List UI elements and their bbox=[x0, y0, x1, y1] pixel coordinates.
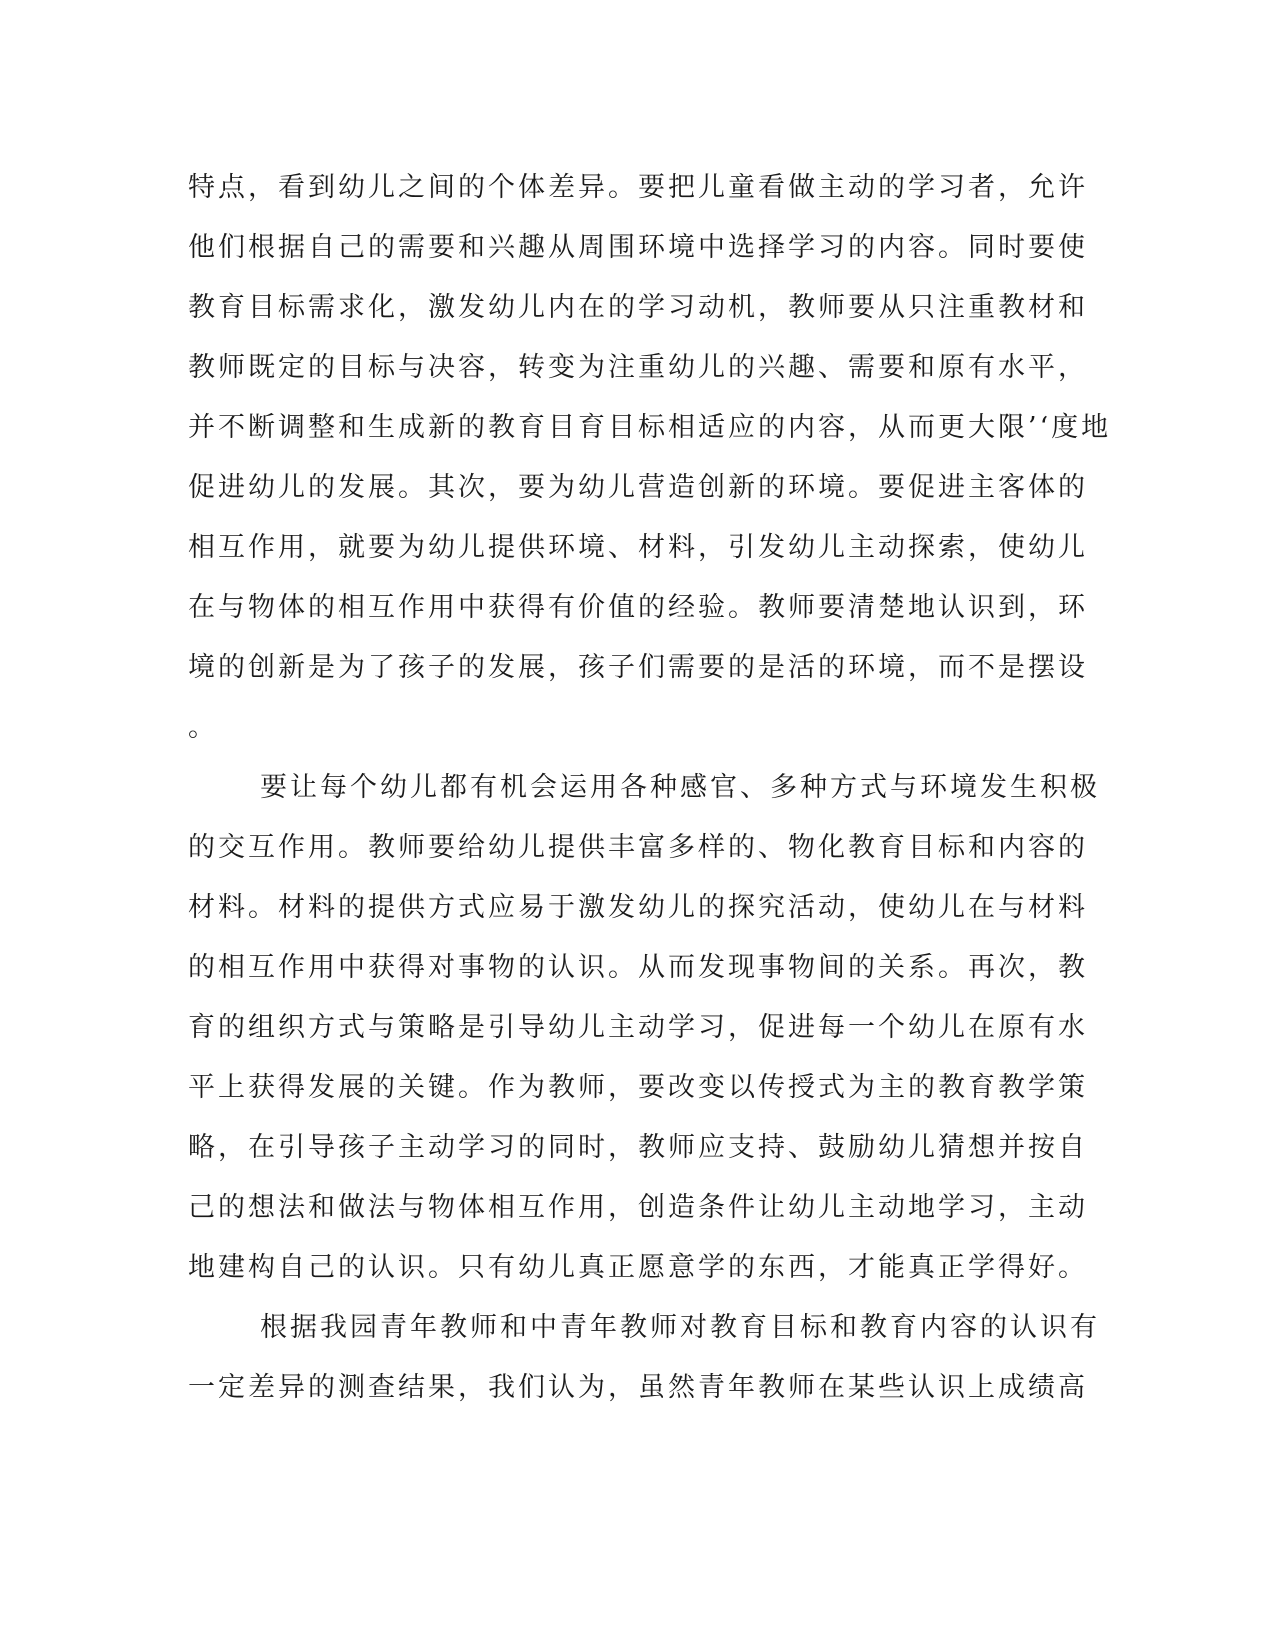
text-line: 教师既定的目标与决容，转变为注重幼儿的兴趣、需要和原有水平， bbox=[188, 352, 1088, 383]
text-line: 的交互作用。教师要给幼儿提供丰富多样的、物化教育目标和内容的 bbox=[188, 832, 1088, 863]
text-line: 境的创新是为了孩子的发展，孩子们需要的是活的环境，而不是摆设 bbox=[188, 652, 1088, 683]
text-line: 。 bbox=[188, 712, 218, 743]
text-line: 地建构自己的认识。只有幼儿真正愿意学的东西，才能真正学得好。 bbox=[188, 1252, 1088, 1283]
text-line: 教育目标需求化，激发幼儿内在的学习动机，教师要从只注重教材和 bbox=[188, 292, 1088, 323]
text-line: 平上获得发展的关键。作为教师，要改变以传授式为主的教育教学策 bbox=[188, 1072, 1088, 1103]
text-line: 的相互作用中获得对事物的认识。从而发现事物间的关系。再次，教 bbox=[188, 952, 1088, 983]
text-line: 一定差异的测查结果，我们认为，虽然青年教师在某些认识上成绩高 bbox=[188, 1372, 1088, 1403]
text-line: 要让每个幼儿都有机会运用各种感官、多种方式与环境发生积极 bbox=[260, 772, 1100, 803]
text-line: 材料。材料的提供方式应易于激发幼儿的探究活动，使幼儿在与材料 bbox=[188, 892, 1088, 923]
text-line: 特点，看到幼儿之间的个体差异。要把儿童看做主动的学习者，允许 bbox=[188, 172, 1088, 203]
text-line: 在与物体的相互作用中获得有价值的经验。教师要清楚地认识到，环 bbox=[188, 592, 1088, 623]
text-line: 促进幼儿的发展。其次，要为幼儿营造创新的环境。要促进主客体的 bbox=[188, 472, 1088, 503]
text-line: 略，在引导孩子主动学习的同时，教师应支持、鼓励幼儿猜想并按自 bbox=[188, 1132, 1088, 1163]
text-line: 相互作用，就要为幼儿提供环境、材料，引发幼儿主动探索，使幼儿 bbox=[188, 532, 1088, 563]
paragraph-2 bbox=[188, 758, 1100, 1298]
text-line: 并不断调整和生成新的教育目育目标相适应的内容，从而更大限’‘度地 bbox=[188, 412, 1112, 443]
text-line: 他们根据自己的需要和兴趣从周围环境中选择学习的内容。同时要使 bbox=[188, 232, 1088, 263]
document-body bbox=[188, 158, 1112, 1418]
text-line: 育的组织方式与策略是引导幼儿主动学习，促进每一个幼儿在原有水 bbox=[188, 1012, 1088, 1043]
paragraph-3 bbox=[188, 1298, 1100, 1418]
paragraph-1 bbox=[188, 158, 1112, 758]
text-line: 根据我园青年教师和中青年教师对教育目标和教育内容的认识有 bbox=[260, 1312, 1100, 1343]
text-line: 己的想法和做法与物体相互作用，创造条件让幼儿主动地学习，主动 bbox=[188, 1192, 1088, 1223]
